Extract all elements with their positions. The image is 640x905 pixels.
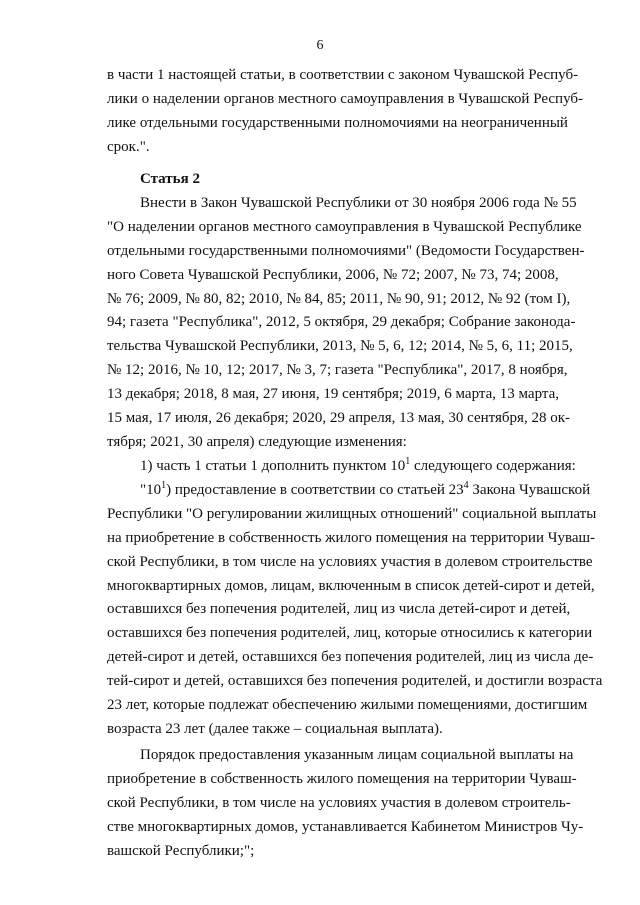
text-line: оставшихся без попечения родителей, лиц из числа детей-сирот и детей, [107,601,571,618]
text-line: многоквартирных домов, лицам, включенным в список детей-сирот и детей, [107,577,595,594]
text-line: срок.". [107,138,150,155]
text-line: детей-сирот и детей, оставшихся без попечения родителей, лиц из числа де- [107,649,594,666]
text-line: 13 декабря; 2018, 8 мая, 27 июня, 19 сентября; 2019, 6 марта, 13 марта, [107,386,560,403]
intro-paragraph [107,192,585,455]
item-1-text-end: следующего содержания: [410,458,576,474]
text-line: 94; газета "Республика", 2012, 5 октября, 29 декабря; Собрание законода- [107,314,576,331]
quote-text: "10 [140,482,162,498]
text-line: в части 1 настоящей статьи, в соответствии с законом Чувашской Респуб- [107,67,579,83]
text-line: на приобретение в собственность жилого помещения на территории Чуваш- [107,529,596,546]
item-1-superscript: 1 [405,456,411,467]
text-line: ской Республики, в том числе на условиях участия в долевом строительстве [107,553,593,570]
item-1-paragraph [107,455,576,479]
article-heading: Статья 2 [140,171,200,187]
quoted-point-paragraph [107,479,603,742]
text-line: Республики "О регулировании жилищных отношений" социальной выплаты [107,505,597,522]
text-line: № 12; 2016, № 10, 12; 2017, № 3, 7; газета "Республика", 2017, 8 ноября, [107,362,568,379]
text-line: лике отдельными государственными полномочиями на неограниченный [107,114,568,131]
text-line: № 76; 2009, № 80, 82; 2010, № 84, 85; 2011, № 90, 91; 2012, № 92 (том I), [107,290,571,307]
item-1-text: 1) часть 1 статьи 1 дополнить пунктом 10 [140,458,406,474]
text-line: Порядок предоставления указанным лицам социальной выплаты на [140,747,574,763]
text-line: отдельными государственными полномочиями" (Ведомости Государствен- [107,242,585,259]
text-line: возраста 23 лет (далее также – социальная выплата). [107,720,443,737]
text-line: 15 мая, 17 июля, 26 декабря; 2020, 29 апреля, 13 мая, 30 сентября, 28 ок- [107,410,570,427]
text-line: тей-сирот и детей, оставшихся без попечения родителей, и достигли возраста [107,673,603,690]
quote-superscript: 1 [161,480,167,491]
text-line: стве многоквартирных домов, устанавливается Кабинетом Министров Чу- [107,818,584,835]
page-number: 6 [316,38,324,53]
quote-text: ) предоставление в соответствии со статьей 23 [166,482,464,498]
text-line: приобретение в собственность жилого помещения на территории Чуваш- [107,770,577,787]
quote-first-line [107,479,591,503]
text-line: 23 лет, которые подлежат обеспечению жилыми помещениями, достигшим [107,697,588,714]
text-line: тельства Чувашской Республики, 2013, № 5, 6, 12; 2014, № 5, 6, 11; 2015, [107,338,573,355]
text-line: ного Совета Чувашской Республики, 2006, № 72; 2007, № 73, 74; 2008, [107,266,559,283]
text-line: Внести в Закон Чувашской Республики от 30 ноября 2006 года № 55 [140,195,577,211]
text-line: "О наделении органов местного самоуправления в Чувашской Республике [107,218,582,235]
text-line: вашской Республики;"; [107,842,255,859]
text-line: тября; 2021, 30 апреля) следующие изменения: [107,433,407,450]
article-heading-block [107,168,533,192]
quote-text: Закона Чувашской [468,482,591,498]
continuation-paragraph [107,64,584,160]
item-1-line [107,455,576,479]
quote-superscript: 4 [463,480,469,491]
procedure-paragraph [107,744,584,863]
text-line: оставшихся без попечения родителей, лиц, которые относились к категории [107,625,593,642]
text-line: лики о наделении органов местного самоуправления в Чувашской Респуб- [107,90,584,107]
text-line: ской Республики, в том числе на условиях участия в долевом строитель- [107,794,571,811]
